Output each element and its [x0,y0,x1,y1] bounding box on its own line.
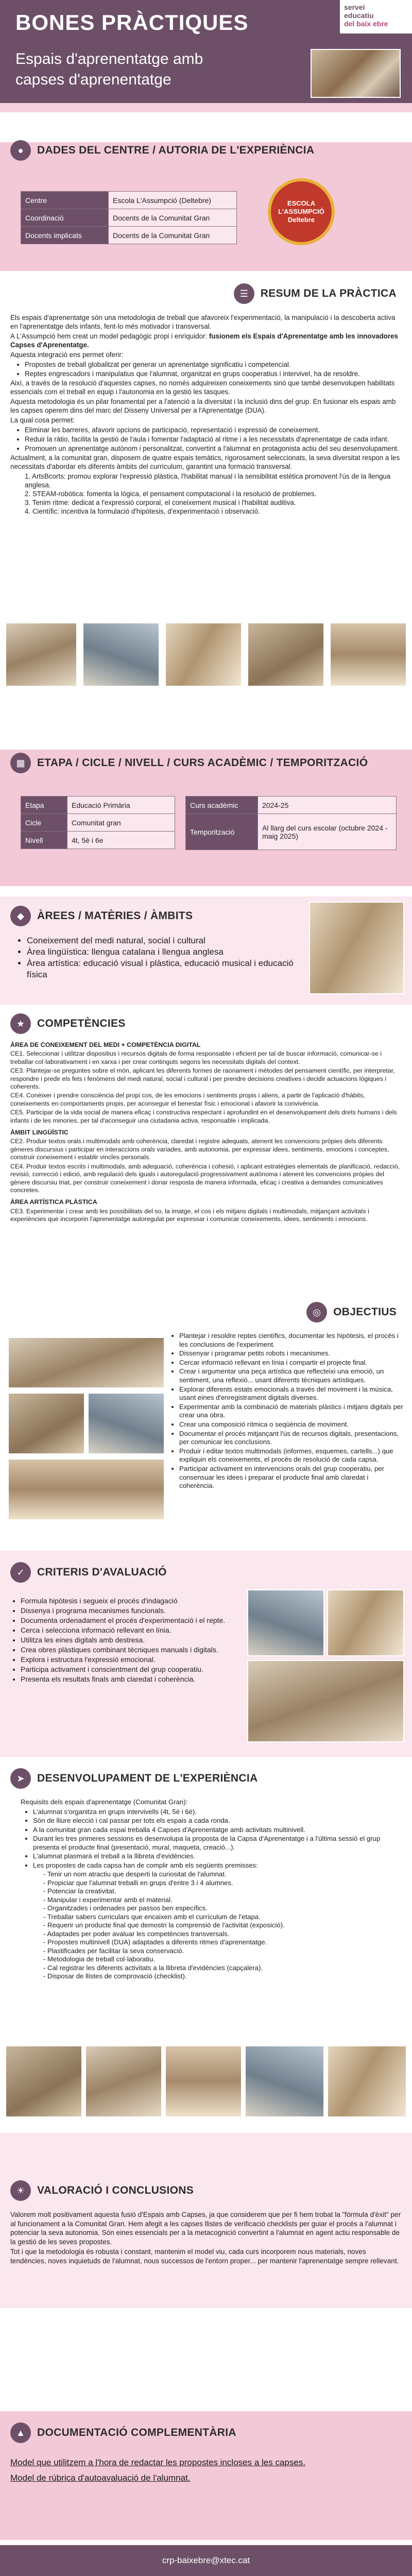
list-item: • Coneixement del medi natural, social i cultural [27,935,294,946]
list-item: - Propostes multinivell (DUA) adaptades a diferents ritmes d'aprenentatge. [43,1938,267,1946]
list-item: • Promouen un aprenentatge autònom i personalitzat, convertint a l'alumnat en protagonista actiu del seu desenvolupament. [25,444,403,453]
paragraph: CE5. Participar de la vida social de manera eficaç i constructiva respectant i aprofundint en el desenvolupament dels drets humans i dels infants i de les minories, per tal d'aconseguir una ciutadania activa, responsable i implicada. [10,1109,397,1124]
table-row [186,796,397,814]
header-divider [0,103,412,112]
section-resum [0,282,412,638]
list-item: - Tenir un nom atractiu que desperti la curiositat de l'alumnat. [43,1870,227,1878]
list-item: 2. STEAM-robòtica: fomenta la lògica, el pensament computacional i la resolució de problemes. [25,490,317,498]
brand-line: del baix ebre [344,20,388,28]
list-item: • Les propostes de cada capsa han de complir amb els següents premisses: [33,1861,402,1870]
footer-email[interactable]: crp-baixebre@xtec.cat [162,2555,250,2565]
classroom-photo [247,622,324,687]
table-row [21,832,175,849]
list-item: • Eliminar les barreres, afavorir opcions de participació, representació i expressió de coneixement. [25,426,403,434]
classroom-photo [5,622,77,687]
list-item: - Metodologia de treball col·laboratiu. [43,1955,155,1963]
list-item: • Cercar informació rellevant en línia i compartir el projecte final. [179,1359,404,1367]
section-heading [306,1301,397,1324]
classroom-photo [85,2045,162,2117]
lightbulb-icon: ☀ [10,2180,31,2201]
table-key: Centre [21,192,109,209]
section-title: DADES DEL CENTRE / AUTORIA DE L'EXPERIÈNCIA [37,144,315,156]
paragraph: CE3. Plantejar-se preguntes sobre el món, aplicant les diferents formes de raonament i mètodes del pensament científic, per interpretar, respondre i predir els fets i fenòmens del medi natural, social i cultural i per prendre decisions creatives i decidir actuacions lògiques i coherents. [10,1067,395,1091]
section-heading [10,752,368,774]
list-item: • Formula hipòtesis i segueix el procés d'indagació [21,1596,237,1605]
process-icon: ➤ [10,1768,31,1789]
desenvolupament-text [21,1798,402,1981]
list-item: • L'alumnat s'organitza en grups intervivells (4t, 5è i 6è). [33,1808,402,1817]
section-title: DOCUMENTACIÓ COMPLEMENTÀRIA [37,2427,236,2438]
section-valoracio [0,2133,412,2308]
list-item: • Documenta ordenadament el procés d'experimentació i el repte. [21,1616,237,1625]
table-key: Cicle [21,814,67,832]
document-icon: ☰ [234,283,254,304]
list-item: • Són de lliure elecció i cal passar per tots els espais a cada ronda. [33,1817,402,1825]
subheading: ÀREA DE CONEIXEMENT DEL MEDI + COMPETÈNCIA DIGITAL [10,1041,201,1048]
classroom-photo [165,2045,242,2117]
list-item: • Explora i estructura l'expressió emocional. [21,1655,237,1664]
section-title: COMPETÈNCIES [37,1018,126,1029]
list-item: 4. Científic: incentiva la formulació d'hipòtesis, d'experimentació i observació. [25,507,260,515]
paragraph: Els espais d'aprenentatge són una metodologia de treball que afavoreix l'experimentació, la manipulació i la descoberta activa en l'aprenentatge dels infants, fent-lo més motivador i transversal. [10,314,396,330]
list-item: 3. Tenim ritme: dedicat a l'expressió corporal, el coneixement musical i l'habilitat auditiva. [25,499,296,506]
section-heading [10,139,314,162]
valoracio-text [10,2210,403,2266]
classroom-photo [165,622,242,687]
table-row [186,814,397,850]
people-icon: ● [10,140,31,161]
calendar-icon: ▦ [10,753,31,773]
competencies-text [10,1041,403,1225]
section-arees [0,896,412,1005]
table-row [21,796,175,814]
classroom-photo [245,2045,324,2117]
list-item: - Adaptades per poder avaluar les competències transversals. [43,1929,230,1938]
header-banner [0,0,412,103]
table-value: Escola L'Assumpció (Deltebre) [109,192,237,209]
classroom-photo [327,1589,404,1656]
list-item: • Durant les tres primeres sessions es desenvolupa la proposta de la Capsa d'Aprenentatge i a l'última sessió el grup presenta el producte final (presentació, mural, maqueta, creació...). [33,1835,402,1852]
classroom-photo [327,2045,407,2117]
list-item: • Dissenyar i programar petits robots i mecanismes. [179,1349,404,1358]
subheading: ÀMBIT LINGÜÍSTIC [10,1129,68,1137]
table-value: Docents de la Comunitat Gran [109,227,237,244]
list-item: - Disposar de llistes de comprovació (checklist). [43,1972,187,1980]
list-item: • Experimentar amb la combinació de materials plàstics i mitjans digitals per crear una obra. [179,1403,404,1420]
list-item: • Participa activament i conscientment del grup cooperatiu. [21,1665,237,1674]
list-item: • Participar activament en intervencions orals del grup cooperatiu, per consensuar les idees i preparar el producte final amb claredat i coherència. [179,1465,404,1490]
table-key: Docents implicats [21,227,109,244]
classroom-photo [309,902,404,994]
paragraph: Requisits dels espais d'aprenentatge (Comunitat Gran): [21,1798,188,1806]
checklist-icon: ✓ [10,1562,31,1583]
section-heading [10,1561,167,1584]
table-value: Al llarg del curs escolar (octubre 2024 - maig 2025) [258,814,397,850]
page-title: BONES PRÀCTIQUES [15,10,249,35]
classroom-photo [330,622,407,687]
list-item: • Utilitza les eines digitals amb destresa. [21,1635,237,1645]
section-etapa [0,750,412,886]
list-item: 1. ArtsBcorts: promou explorar l'expressió plàstica, l'habilitat manual i la sensibilitat estètica promovent l'ús de la llengua anglesa. [25,472,391,489]
table-row [21,192,237,209]
brand-line: servei [344,3,365,11]
list-item: • A la comunitat gran cada espai treballa 4 Capses d'Aprenentatge amb activitats multinivell. [33,1826,402,1835]
section-title: OBJECTIUS [333,1306,397,1318]
subheading: ÀREA ARTÍSTICA PLÀSTICA [10,1198,97,1206]
section-title: VALORACIÓ I CONCLUSIONS [37,2184,194,2196]
table-key: Etapa [21,796,67,814]
section-title: DESENVOLUPAMENT DE L'EXPERIÈNCIA [37,1772,258,1784]
bullet-list [25,426,403,453]
list-item: • Reptes engrescadors i manipulatius que l'alumnat, organitzat en grups cooperatius i intervivel, ha de resoldre. [25,369,403,378]
paragraph: CE4. Conèixer i prendre consciència del propi cos, de les emocions i sentiments propis i aliens, a partir de l'aplicació d'hàbits, coneixements en comportaments propis, per aconseguir el benestar físic i emocional i afavorir la convivència. [10,1092,365,1107]
model-propostes-link[interactable]: Model que utilitzem a l'hora de redactar les propostes incloses a les capses. [10,2458,306,2467]
folder-icon: ▲ [10,2422,31,2443]
page-subtitle: Espais d'aprenentatge amb capses d'aprenentatge [15,50,203,88]
book-icon: ◆ [10,906,31,926]
etapa-table [21,796,175,849]
text-span: A L'Assumpció hem creat un model pedagògic propi i enriquidor: [10,332,209,340]
table-row [21,227,237,244]
paragraph [10,332,403,349]
section-objectius [0,1301,412,1533]
dades-table [21,191,237,244]
numbered-list [25,472,403,516]
section-desenvolupament [0,1767,412,2123]
section-title: ÀREES / MATÈRIES / ÀMBITS [37,910,193,922]
table-row [21,209,237,227]
footer [0,2545,412,2576]
list-item: • Crea obres plàstiques combinant tècniques manuals i digitals. [21,1645,237,1654]
list-item: • Reduir la ràtio, facilita la gestió de l'aula i fomentar l'adaptació al ritme i a les necessitats d'aprenentatge de cada infant. [25,435,403,444]
table-value: 2024-25 [258,796,397,814]
section-heading [10,905,193,927]
classroom-photo [247,1660,404,1742]
classroom-photo [8,1337,165,1388]
list-item: - Cal registrar les diferents activitats a la llibreta d'evidències (capçalera). [43,1963,263,1972]
table-value: Educació Primària [67,796,175,814]
table-row [21,814,175,832]
table-value: Docents de la Comunitat Gran [109,209,237,227]
section-heading [10,2179,194,2202]
paragraph: CE1. Seleccionar i utilitzar dispositius i recursos digitals de forma responsable i eficient per tal de buscar informació, comunicar-se i treballar col·laborativament i en xarxa i per crear continguts segons les necessitats digitals del context. [10,1050,382,1065]
model-rubrica-link[interactable]: Model de rúbrica d'autoavaluació de l'alumnat. [10,2473,191,2483]
classroom-photo [247,1589,324,1656]
paragraph: Actualment, a la comunitat gran, disposem de quatre espais temàtics, rigorosament seleccionats, la seva diversitat respon a les necessitats d'abordar els diferents àmbits del currículum, garantint una formació transversal. [10,454,400,470]
brand-line: educatiu [344,11,374,20]
classroom-photo [5,2045,82,2117]
list-item: - Potenciar la creativitat. [43,1887,116,1895]
school-logo: ESCOLA L'ASSUMPCIÓ Deltebre [268,178,335,245]
star-icon: ★ [10,1013,31,1034]
list-item: • Àrea artística: educació visual i plàstica, educació musical i educació física [27,958,294,980]
list-item: • Produir i editar textos multimodals (informes, esquemes, cartells...) que expliquin els coneixements, el procés de resolució de cada capsa. [179,1447,404,1464]
list-item: - Requerir un producte final que demostri la comprensió de l'activitat (exposició). [43,1921,285,1929]
list-item: • Presenta els resultats finals amb claredat i coherència. [21,1674,237,1684]
section-criteris [0,1551,412,1757]
list-item: - Propiciar que l'alumnat treballi en grups d'entre 3 i 4 alumnes. [43,1878,233,1887]
sub-list [43,1870,402,1981]
links-list [10,2458,402,2488]
section-dades [0,142,412,271]
list-item: - Manipular i experimentar amb el material. [43,1895,173,1904]
objectius-list [170,1332,404,1491]
list-item: • Dissenya i programa mecanismes funcionals. [21,1606,237,1615]
table-value: Comunitat gran [67,814,175,832]
paragraph: La qual cosa permet: [10,416,75,424]
classroom-photo [8,1459,165,1520]
paragraph: CE2. Produir textos orals i multimodals amb coherència, claredat i registre adequats, atenent les convencions pròpies dels diferents gèneres discursius i participar en interaccions orals variades, amb autonomia, per expressar idees, sentiments, emocions i conceptes, construir coneixement i establir vincles personals. [10,1138,389,1161]
arees-list [15,935,294,980]
paragraph: CE3. Experimentar i crear amb les possibilitats del so, la imatge, el cos i els mitjans digitals i multimodals, mitjançant activitats i experiències que incorporin l'aprenentatge autoregulat per expressar i comunicar coneixements, idees, sentiments i emocions. [10,1207,369,1223]
classroom-photo [82,622,160,687]
header-photo [311,49,401,98]
list-item: • L'alumnat plasmarà el treball a la llibreta d'evidències. [33,1852,402,1861]
paragraph: Aquesta integració ens permet oferir: [10,351,124,359]
resum-text [10,313,403,516]
list-item: • Àrea lingüística: llengua catalana i llengua anglesa [27,946,294,958]
list-item: • Documentar el procés mitjançant l'ús de recursos digitals, presentacions, per comunicar les conclusions. [179,1430,404,1447]
paragraph: Aquesta metodologia és un pilar fonamental per a l'atenció a la diversitat i la inclusió dins del grup. En fusionar els espais amb les capses operem dins del marc del Disseny Universal per a l'Aprenentatge (DUA). [10,398,396,414]
paragraph: Valorem molt positivament aquesta fusió d'Espais amb Capses, ja que considerem que per fi hem trobat la "fórmula d'èxit" per al funcionament a la Comunitat Gran. Hem afegit a les capses llistes de verificació checklists per guiar el procés a l'alumnat i potenciar la seva autonomia. Són eines essencials per a la metacognició convertint a l'alumnat en agent actiu responsable de la gestió de les seves propostes. [10,2211,401,2246]
section-heading [10,1767,258,1790]
list-item: - Treballar sabers curriculars que encaixen amb el currículum de l'etapa. [43,1912,261,1921]
text-bold: fusionem els Espais d'Aprenentatge amb les innovadores Capses d'Aprenentatge. [10,332,398,349]
table-key: Temporització [186,814,258,850]
list-item: • Propostes de treball globalitzat per generar un aprenentatge significatiu i competencial. [25,360,403,369]
bullet-list [25,360,403,378]
section-heading [234,282,397,305]
table-key: Nivell [21,832,67,849]
list-item: • Explorar diferents estats emocionals a través del moviment i la música, usant eines d'enregistrament digitals diverses. [179,1385,404,1402]
section-documentacio [0,2411,412,2540]
paragraph: CE4. Produir textos escrits i multimodals, amb adequació, coherència i cohesió, i aplicant estratègies elementals de planificació, redacció, revisió, correcció i edició, amb regulació dels iguals i autoregulació progressivament autònoma i atenent les convencions pròpies del gènere discursiu triat, per construir coneixement i donar resposta de manera informada, eficaç i creativa a demandes comunicatives concretes. [10,1162,400,1194]
table-key: Curs acadèmic [186,796,258,814]
section-heading [10,1012,126,1035]
section-competencies [0,1012,412,1301]
list-item: - Organitzades i ordenades per passos ben específics. [43,1904,208,1912]
table-key: Coordinació [21,209,109,227]
classroom-photo [88,1393,165,1454]
curs-table [185,796,397,850]
section-heading [10,2421,236,2444]
brand-logo [340,0,412,33]
list-item: • Crear i argumentar una peça artística que reflecteixi una emoció, un sentiment, una reflexió... usant diferents tècniques artístiques. [179,1367,404,1384]
paragraph: Tot i que la metodologia és robusta i constant, mantenim el model viu, cada curs incorporem nous materials, noves tendències, noves inquietuds de l'alumnat, nous successos de l'entorn proper... per mantenir l'aprenentatge sempre rellevant. [10,2248,399,2265]
section-title: CRITERIS D'AVALUACIÓ [37,1566,167,1578]
classroom-photo [8,1393,85,1454]
list-item: • Crear una composició rítmica o seqüència de moviment. [179,1420,404,1429]
paragraph: Així, a través de la resolució d'aquestes capses, no només adquireixen coneixements sinó que també desenvolupen habilitats essencials com el treball en equip i l'autonomia en la gestió les tasques. [10,379,395,396]
table-value: 4t, 5è i 6e [67,832,175,849]
section-title: RESUM DE LA PRÀCTICA [260,287,397,299]
list-item: • Cerca i selecciona informació rellevant en línia. [21,1625,237,1635]
criteris-list [10,1596,237,1684]
list-item: - Plastificades per facilitar la seva conservació. [43,1946,184,1955]
section-title: ETAPA / CICLE / NIVELL / CURS ACADÈMIC / TEMPORITZACIÓ [37,757,368,769]
list-item: • Plantejar i resoldre reptes científics, documentar les hipòtesis, el procés i les conclusions de l'experiment. [179,1332,404,1349]
target-icon: ◎ [306,1302,327,1323]
